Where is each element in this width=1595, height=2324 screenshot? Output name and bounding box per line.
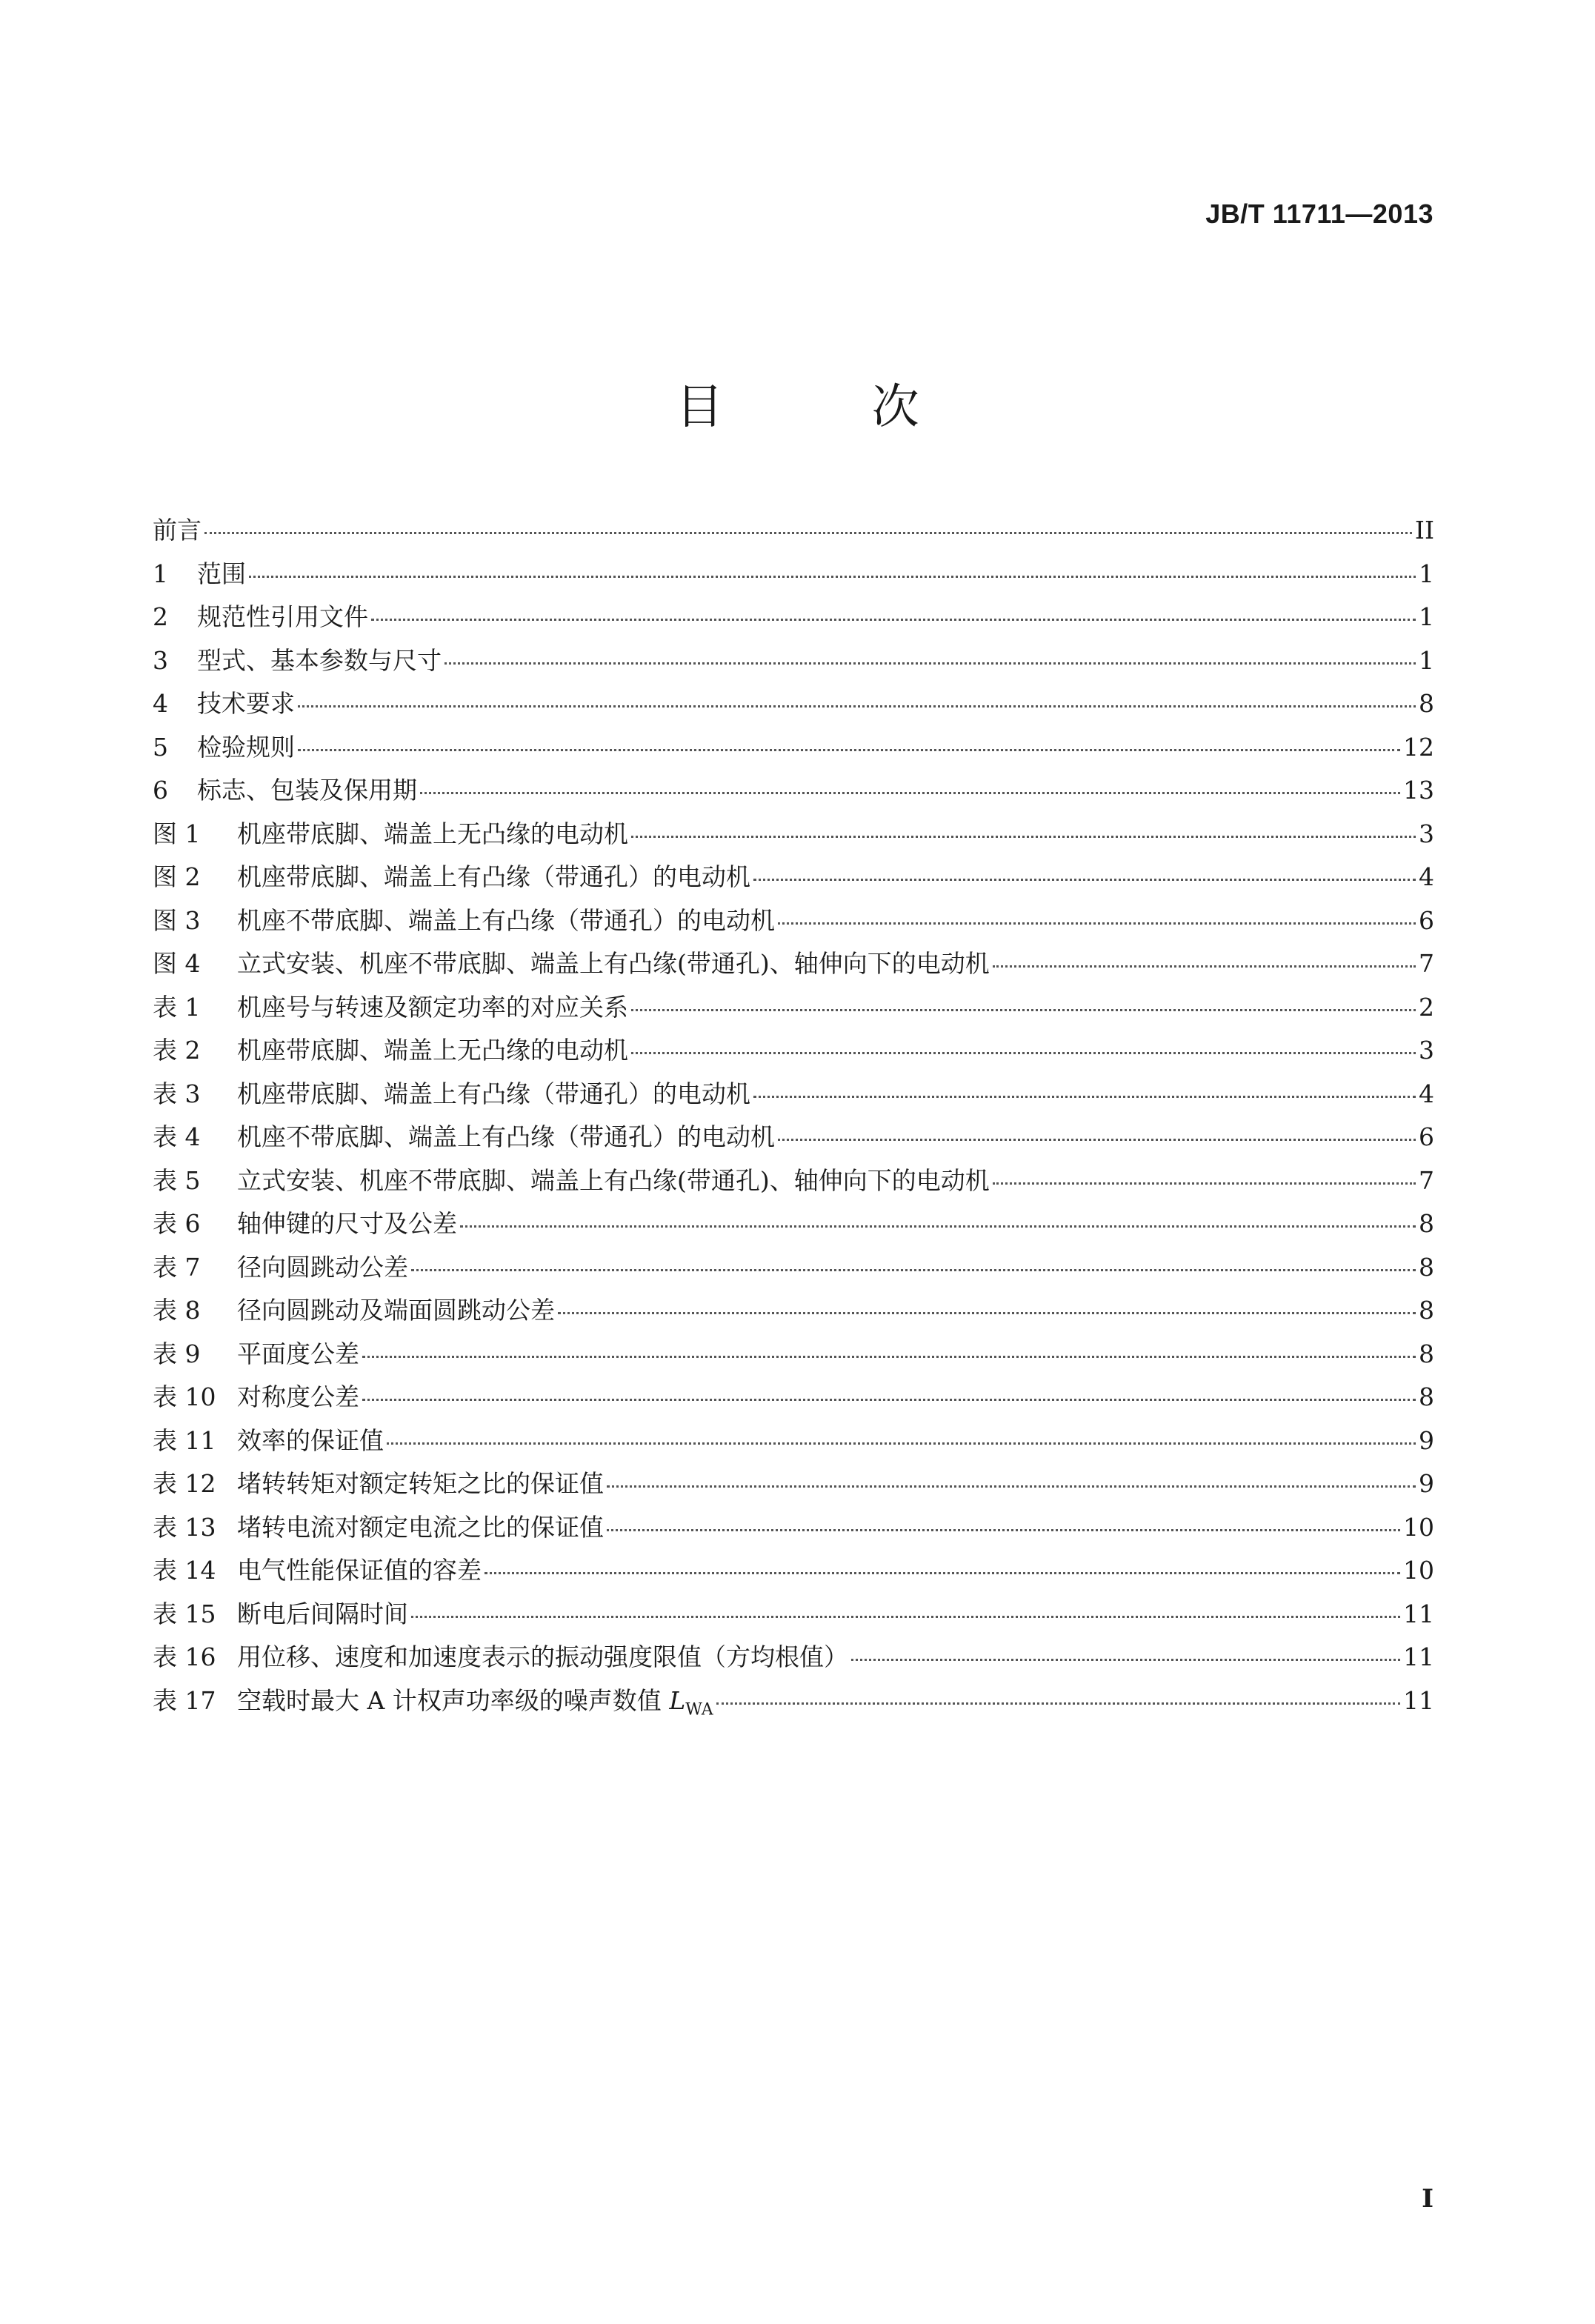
toc-entry-page: 1 [1419, 645, 1434, 675]
toc-entry-label-text: 检验规则 [197, 732, 295, 762]
toc-entry-page: 8 [1419, 1296, 1434, 1325]
toc-entry[interactable] [153, 511, 1434, 555]
toc-entry-page: 6 [1419, 905, 1434, 935]
toc-entry-label [237, 1378, 359, 1413]
toc-entry-label-text: 机座号与转速及额定功率的对应关系 [237, 992, 628, 1022]
toc-entry-label [237, 1465, 604, 1499]
toc-entry-label [237, 1031, 628, 1066]
toc-entry-label [237, 945, 990, 979]
toc-entry[interactable] [153, 1638, 1434, 1682]
toc-entry-number: 6 [153, 776, 168, 805]
toc-dot-leader [753, 879, 1416, 881]
toc-entry[interactable] [153, 988, 1434, 1032]
toc-entry-label-text: 径向圆跳动及端面圆跳动公差 [237, 1296, 555, 1325]
toc-dot-leader [753, 1096, 1416, 1098]
toc-entry-page: 9 [1419, 1425, 1434, 1455]
toc-entry-number: 表 14 [153, 1556, 216, 1585]
toc-dot-leader [298, 749, 1400, 751]
toc-entry-label [237, 902, 775, 936]
toc-entry-label [197, 685, 295, 719]
toc-entry[interactable] [153, 1551, 1434, 1595]
toc-entry[interactable] [153, 1422, 1434, 1465]
toc-entry-number: 表 2 [153, 1036, 201, 1065]
toc-dot-leader [778, 1139, 1416, 1141]
toc-entry[interactable] [153, 1205, 1434, 1248]
toc-entry[interactable] [153, 642, 1434, 685]
toc-dot-leader [371, 619, 1416, 621]
toc-entry-label-text: 平面度公差 [237, 1339, 359, 1368]
toc-entry-number: 表 3 [153, 1079, 201, 1108]
toc-entry-page: 8 [1419, 1252, 1434, 1282]
toc-dot-leader [631, 836, 1416, 838]
toc-entry-label [237, 1075, 750, 1110]
toc-entry-page: 4 [1419, 862, 1434, 891]
toc-entry-label [237, 815, 628, 850]
toc-dot-leader [362, 1399, 1416, 1401]
toc-entry-label-text: 机座带底脚、端盖上无凸缘的电动机 [237, 819, 628, 848]
toc-entry-number: 表 13 [153, 1512, 216, 1542]
toc-entry-number: 5 [153, 732, 168, 762]
toc-entry-label [237, 1291, 555, 1326]
toc-entry-number: 表 9 [153, 1339, 201, 1368]
toc-entry-number: 表 10 [153, 1382, 216, 1411]
toc-entry-page: 8 [1419, 689, 1434, 718]
toc-dot-leader [631, 1052, 1416, 1054]
toc-entry-page: 8 [1419, 1339, 1434, 1368]
toc-dot-leader [420, 792, 1400, 794]
toc-entry[interactable] [153, 1031, 1434, 1075]
toc-entry-page: 8 [1419, 1209, 1434, 1238]
toc-entry[interactable] [153, 728, 1434, 772]
toc-entry-symbol-subscript: WA [685, 1700, 713, 1719]
toc-dot-leader [778, 922, 1416, 925]
toc-entry[interactable] [153, 1378, 1434, 1422]
toc-dot-leader [716, 1702, 1400, 1705]
toc-entry-label-text: 立式安装、机座不带底脚、端盖上有凸缘(带通孔)、轴伸向下的电动机 [237, 949, 990, 978]
toc-entry-label [237, 1638, 848, 1673]
toc-dot-leader [607, 1485, 1416, 1488]
toc-entry-label [237, 1595, 408, 1630]
toc-dot-leader [851, 1659, 1400, 1661]
toc-dot-leader [411, 1269, 1416, 1271]
toc-entry-page: 1 [1419, 602, 1434, 631]
toc-entry-number: 表 12 [153, 1469, 216, 1498]
toc-dot-leader [204, 532, 1412, 534]
toc-entry-label-text: 机座不带底脚、端盖上有凸缘（带通孔）的电动机 [237, 1122, 775, 1151]
toc-entry-symbol: L [669, 1685, 686, 1715]
toc-entry-page: 1 [1419, 559, 1434, 588]
toc-entry[interactable] [153, 1335, 1434, 1379]
page-number: I [1422, 2184, 1433, 2214]
toc-entry-label [237, 858, 750, 893]
toc-dot-leader [444, 662, 1416, 665]
toc-entry-page: II [1414, 516, 1434, 545]
toc-entry-label [197, 728, 295, 763]
toc-entry-number: 表 7 [153, 1252, 201, 1282]
toc-entry-label [237, 1248, 408, 1283]
toc-entry-number: 表 15 [153, 1599, 216, 1628]
toc-entry-label [237, 1335, 359, 1370]
toc-entry-page: 9 [1419, 1469, 1434, 1498]
toc-entry-page: 4 [1419, 1079, 1434, 1108]
toc-entry-label [197, 642, 442, 676]
toc-entry-label-text: 技术要求 [197, 689, 295, 718]
toc-entry-label [237, 1508, 604, 1543]
toc-entry-number: 表 16 [153, 1642, 216, 1671]
toc-entry[interactable] [153, 1508, 1434, 1552]
toc-entry-page: 11 [1403, 1685, 1434, 1715]
toc-entry-number: 表 1 [153, 992, 201, 1022]
toc-entry-label [237, 988, 628, 1023]
toc-entry-label-text: 堵转转矩对额定转矩之比的保证值 [237, 1469, 604, 1498]
toc-entry-label [237, 1422, 384, 1456]
toc-entry[interactable] [153, 598, 1434, 642]
toc-entry-label [237, 1682, 713, 1719]
toc-entry-label [237, 1118, 775, 1153]
toc-entry[interactable] [153, 902, 1434, 945]
toc-entry[interactable] [153, 1465, 1434, 1508]
toc-entry-label [197, 598, 368, 633]
toc-entry-label-text: 轴伸键的尺寸及公差 [237, 1209, 457, 1238]
toc-entry-page: 10 [1403, 1556, 1434, 1585]
toc-entry-number: 3 [153, 645, 168, 675]
toc-entry-page: 12 [1403, 732, 1434, 762]
toc-entry[interactable] [153, 1248, 1434, 1292]
toc-entry-page: 13 [1403, 776, 1434, 805]
toc-dot-leader [558, 1312, 1416, 1314]
toc-entry-number: 表 5 [153, 1165, 201, 1195]
toc-dot-leader [485, 1572, 1400, 1574]
toc-entry-label [197, 771, 417, 806]
toc-entry-label-text: 标志、包装及保用期 [197, 776, 417, 805]
table-of-contents [153, 511, 1434, 1725]
toc-entry-page: 8 [1419, 1382, 1434, 1411]
toc-entry-label-text: 机座带底脚、端盖上有凸缘（带通孔）的电动机 [237, 1079, 750, 1108]
toc-entry[interactable] [153, 1075, 1434, 1119]
toc-entry-label-text: 范围 [197, 559, 246, 588]
toc-entry[interactable] [153, 1682, 1434, 1725]
toc-entry-number: 表 11 [153, 1425, 216, 1455]
toc-entry-page: 3 [1419, 1036, 1434, 1065]
toc-entry-page: 11 [1403, 1599, 1434, 1628]
toc-entry-number: 表 17 [153, 1685, 216, 1715]
toc-entry-label [197, 555, 246, 590]
toc-entry-page: 2 [1419, 992, 1434, 1022]
toc-dot-leader [362, 1356, 1416, 1358]
toc-entry[interactable] [153, 815, 1434, 859]
toc-entry-number: 图 1 [153, 819, 201, 848]
toc-entry-label-text: 立式安装、机座不带底脚、端盖上有凸缘(带通孔)、轴伸向下的电动机 [237, 1165, 990, 1195]
toc-entry-page: 3 [1419, 819, 1434, 848]
toc-entry-page: 10 [1403, 1512, 1434, 1542]
page-title: 目 次 [676, 380, 986, 435]
toc-entry[interactable] [153, 858, 1434, 902]
toc-entry-number: 2 [153, 602, 168, 631]
toc-entry[interactable] [153, 1118, 1434, 1162]
toc-entry-number: 表 6 [153, 1209, 201, 1238]
toc-dot-leader [387, 1442, 1416, 1445]
toc-entry-label-text: 径向圆跳动公差 [237, 1252, 408, 1282]
toc-entry-label [237, 1551, 482, 1586]
toc-entry[interactable] [153, 771, 1434, 815]
toc-entry-label-text: 机座带底脚、端盖上无凸缘的电动机 [237, 1036, 628, 1065]
toc-entry-number: 1 [153, 559, 168, 588]
toc-dot-leader [298, 705, 1416, 707]
toc-entry-label-text: 空载时最大 A 计权声功率级的噪声数值 [237, 1685, 670, 1715]
toc-dot-leader [631, 1009, 1416, 1011]
toc-entry-label-text: 用位移、速度和加速度表示的振动强度限值（方均根值） [237, 1642, 848, 1671]
toc-entry-number: 表 8 [153, 1296, 201, 1325]
toc-entry-number: 表 4 [153, 1122, 201, 1151]
toc-entry[interactable] [153, 945, 1434, 988]
toc-dot-leader [993, 1182, 1416, 1185]
toc-dot-leader [993, 965, 1416, 968]
toc-entry-page: 7 [1419, 1165, 1434, 1195]
toc-entry-label-text: 前言 [153, 516, 202, 545]
toc-entry-label-text: 型式、基本参数与尺寸 [197, 645, 442, 675]
toc-entry-label-text: 堵转电流对额定电流之比的保证值 [237, 1512, 604, 1542]
toc-entry-label-text: 规范性引用文件 [197, 602, 368, 631]
toc-entry-number: 4 [153, 689, 168, 718]
toc-entry-label-text: 电气性能保证值的容差 [237, 1556, 482, 1585]
toc-entry-label [153, 511, 202, 546]
toc-entry-label-text: 断电后间隔时间 [237, 1599, 408, 1628]
toc-entry-label-text: 对称度公差 [237, 1382, 359, 1411]
toc-entry[interactable] [153, 555, 1434, 599]
toc-entry-label [237, 1162, 990, 1196]
toc-dot-leader [607, 1529, 1400, 1531]
document-code: JB/T 11711—2013 [1205, 199, 1433, 229]
toc-entry-number: 图 2 [153, 862, 201, 891]
toc-dot-leader [460, 1225, 1416, 1228]
toc-entry[interactable] [153, 685, 1434, 728]
toc-entry[interactable] [153, 1595, 1434, 1639]
toc-entry-number: 图 3 [153, 905, 201, 935]
toc-entry-label-text: 效率的保证值 [237, 1425, 384, 1455]
toc-entry-page: 6 [1419, 1122, 1434, 1151]
toc-entry-number: 图 4 [153, 949, 201, 978]
toc-entry-label-text: 机座不带底脚、端盖上有凸缘（带通孔）的电动机 [237, 905, 775, 935]
toc-dot-leader [249, 576, 1416, 578]
toc-entry[interactable] [153, 1162, 1434, 1205]
toc-entry-page: 7 [1419, 949, 1434, 978]
toc-entry[interactable] [153, 1291, 1434, 1335]
toc-entry-label [237, 1205, 457, 1239]
toc-entry-page: 11 [1403, 1642, 1434, 1671]
toc-entry-label-text: 机座带底脚、端盖上有凸缘（带通孔）的电动机 [237, 862, 750, 891]
toc-dot-leader [411, 1616, 1400, 1618]
